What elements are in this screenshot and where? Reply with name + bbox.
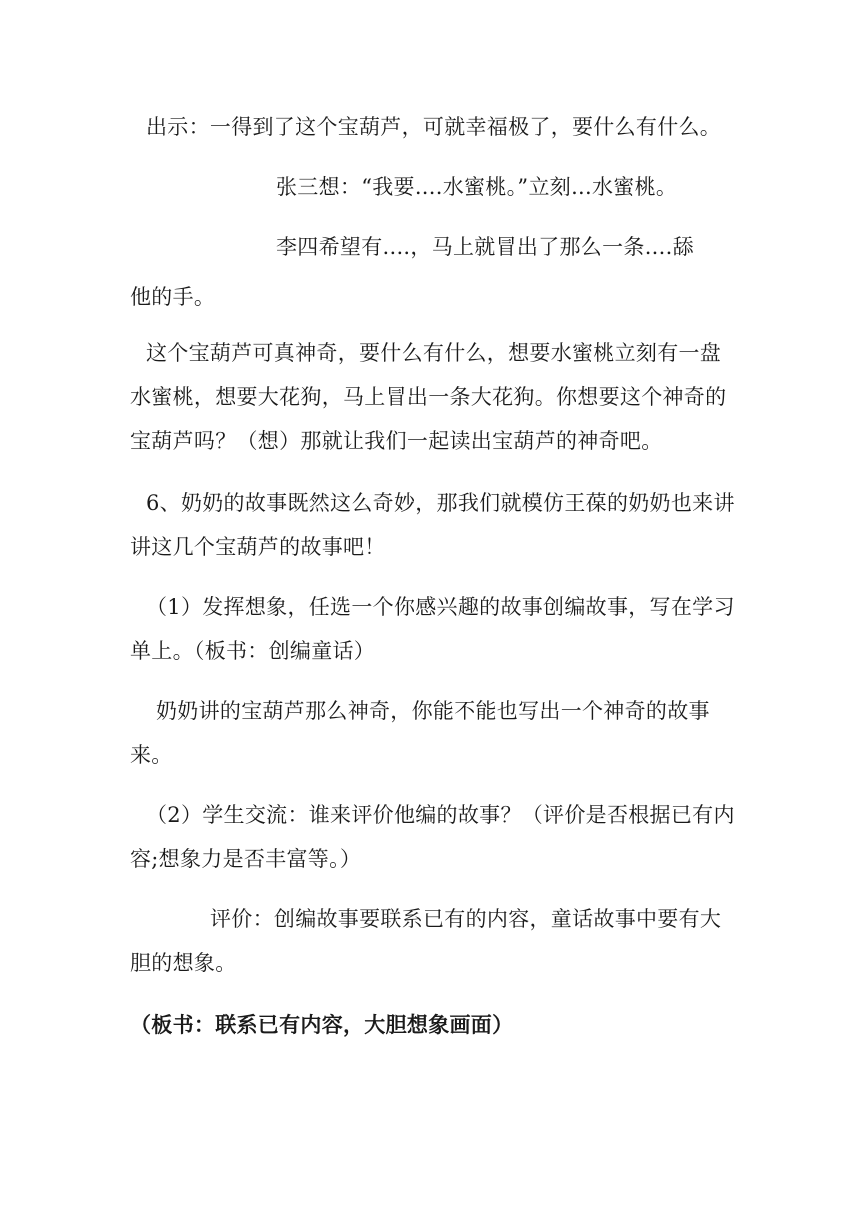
paragraph-line: 宝葫芦吗？（想）那就让我们一起读出宝葫芦的神奇吧。 (130, 429, 663, 453)
paragraph-line: 6、奶奶的故事既然这么奇妙，那我们就模仿王葆的奶奶也来讲 (146, 491, 735, 515)
paragraph-line: 这个宝葫芦可真神奇，要什么有什么，想要水蜜桃立刻有一盘 (146, 341, 722, 365)
paragraph-line: 出示：一得到了这个宝葫芦，可就幸福极了，要什么有什么。 (146, 115, 722, 139)
paragraph-line: 单上。（板书：创编童话） (130, 639, 376, 663)
paragraph-line: 评价：创编故事要联系已有的内容，童话故事中要有大 (210, 907, 722, 931)
board-note-bold: （板书：联系已有内容，大胆想象画面） (130, 1012, 514, 1037)
paragraph-line: 水蜜桃，想要大花狗，马上冒出一条大花狗。你想要这个神奇的 (130, 385, 727, 409)
paragraph-line: （2）学生交流：谁来评价他编的故事？（评价是否根据已有内 (146, 803, 735, 827)
paragraph-line: 讲这几个宝葫芦的故事吧！ (130, 535, 386, 559)
paragraph-line: 胆的想象。 (130, 951, 237, 975)
paragraph-line: 来。 (130, 743, 173, 767)
paragraph-line: 奶奶讲的宝葫芦那么神奇，你能不能也写出一个神奇的故事 (156, 699, 710, 723)
paragraph-line: 容;想象力是否丰富等。） (130, 847, 362, 871)
paragraph-line: 张三想：“我要....水蜜桃。”立刻...水蜜桃。 (276, 175, 678, 199)
paragraph-line: 他的手。 (130, 285, 216, 309)
paragraph-line: 李四希望有....，马上就冒出了那么一条....舔 (276, 235, 694, 259)
paragraph-line: （1）发挥想象，任选一个你感兴趣的故事创编故事，写在学习 (146, 595, 735, 619)
